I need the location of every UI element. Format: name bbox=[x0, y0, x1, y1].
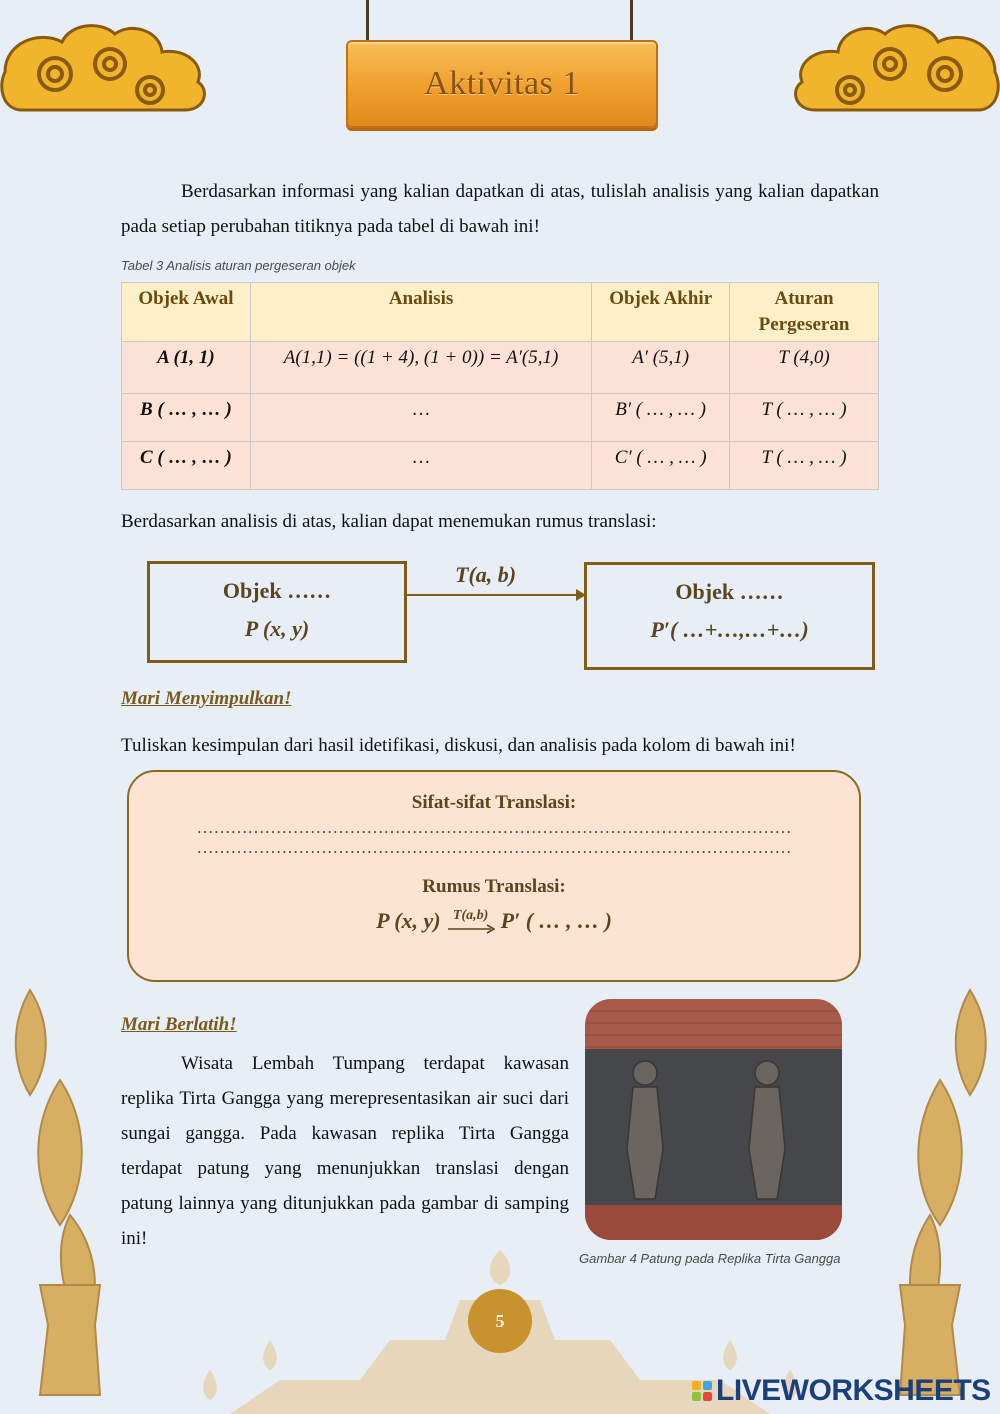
statue-image-icon bbox=[585, 999, 842, 1240]
long-right-arrow-icon bbox=[447, 924, 495, 934]
conclude-instruction: Tuliskan kesimpulan dari hasil idetifikasi, diskusi, dan analisis pada kolom di bawah ini! bbox=[121, 735, 796, 756]
translation-arrow bbox=[404, 594, 576, 596]
cell-objek-akhir: A′ (5,1) bbox=[592, 342, 730, 394]
table-row bbox=[122, 442, 879, 490]
formula-arrow bbox=[447, 908, 495, 934]
header-objek-awal: Objek Awal bbox=[122, 283, 251, 342]
title-sign bbox=[346, 40, 658, 128]
cell-aturan: T (4,0) bbox=[730, 342, 879, 394]
cell-objek-awal: A (1, 1) bbox=[122, 342, 251, 394]
final-object-point[interactable]: P′( …+…,…+…) bbox=[650, 617, 809, 642]
page-number: 5 bbox=[468, 1289, 532, 1353]
practice-text: Wisata Lembah Tumpang terdapat kawasan replika Tirta Gangga yang merepresentasikan air suci dari sungai gangga. Pada kawasan replika Tirta Gangga terdapat patung yang menunjukkan translasi dengan patung lainnya yang ditunjukkan pada gambar di samping ini! bbox=[121, 1053, 569, 1249]
formula-intro: Berdasarkan analisis di atas, kalian dapat menemukan rumus translasi: bbox=[121, 511, 657, 532]
cell-objek-awal: B ( … , … ) bbox=[122, 394, 251, 442]
initial-object-point: P (x, y) bbox=[244, 616, 310, 641]
header-aturan-pergeseran: Aturan Pergeseran bbox=[730, 283, 879, 342]
table-row bbox=[122, 342, 879, 394]
liveworksheets-brand[interactable] bbox=[692, 1374, 991, 1408]
cloud-ornament-left-icon bbox=[0, 12, 215, 124]
arrow-label: T(a, b) bbox=[455, 562, 517, 587]
properties-answer-line-1[interactable]: …………………………………………………………………………………………… bbox=[196, 818, 792, 837]
cell-objek-akhir[interactable]: B′ ( … , … ) bbox=[592, 394, 730, 442]
initial-object-box bbox=[147, 561, 407, 663]
page-title: Aktivitas 1 bbox=[424, 65, 580, 102]
formula-right[interactable]: P′ ( … , … ) bbox=[500, 908, 612, 933]
figure-caption: Gambar 4 Patung pada Replika Tirta Gangga bbox=[579, 1251, 841, 1266]
liveworksheets-logo-icon bbox=[692, 1381, 712, 1401]
wayang-ornament-right-icon bbox=[880, 985, 1000, 1405]
practice-heading: Mari Berlatih! bbox=[121, 1014, 237, 1035]
formula-left: P (x, y) bbox=[376, 908, 441, 933]
wayang-ornament-left-icon bbox=[0, 985, 120, 1405]
formula-title: Rumus Translasi: bbox=[422, 876, 566, 897]
cell-analisis: A(1,1) = ((1 + 4), (1 + 0)) = A′(5,1) bbox=[250, 342, 591, 394]
table-row bbox=[122, 394, 879, 442]
cell-aturan[interactable]: T ( … , … ) bbox=[730, 394, 879, 442]
intro-paragraph: Berdasarkan informasi yang kalian dapatkan di atas, tulislah analisis yang kalian dapatkan pada setiap perubahan titiknya pada tabel di bawah ini! bbox=[121, 181, 879, 237]
properties-answer-line-2[interactable]: …………………………………………………………………………………………… bbox=[196, 838, 792, 857]
brand-text: LIVEWORKSHEETS bbox=[716, 1374, 991, 1407]
formula-arrow-label: T(a,b) bbox=[452, 908, 489, 923]
header-objek-akhir: Objek Akhir bbox=[592, 283, 730, 342]
properties-title: Sifat-sifat Translasi: bbox=[411, 792, 577, 813]
formula-row bbox=[129, 908, 859, 934]
cell-objek-akhir[interactable]: C′ ( … , … ) bbox=[592, 442, 730, 490]
final-object-box bbox=[584, 562, 875, 670]
header-analisis: Analisis bbox=[250, 283, 591, 342]
cell-aturan[interactable]: T ( … , … ) bbox=[730, 442, 879, 490]
cloud-ornament-right-icon bbox=[785, 12, 1000, 124]
conclusion-box bbox=[127, 770, 861, 982]
cell-analisis[interactable]: … bbox=[250, 394, 591, 442]
conclude-heading: Mari Menyimpulkan! bbox=[121, 688, 292, 709]
analysis-table bbox=[121, 282, 879, 490]
table-caption: Tabel 3 Analisis aturan pergeseran objek bbox=[121, 258, 356, 273]
initial-object-title[interactable]: Objek …… bbox=[222, 578, 332, 603]
statue-photo bbox=[585, 999, 842, 1240]
table-header-row bbox=[122, 283, 879, 342]
cell-objek-awal: C ( … , … ) bbox=[122, 442, 251, 490]
cell-analisis[interactable]: … bbox=[250, 442, 591, 490]
final-object-title[interactable]: Objek …… bbox=[675, 579, 784, 604]
